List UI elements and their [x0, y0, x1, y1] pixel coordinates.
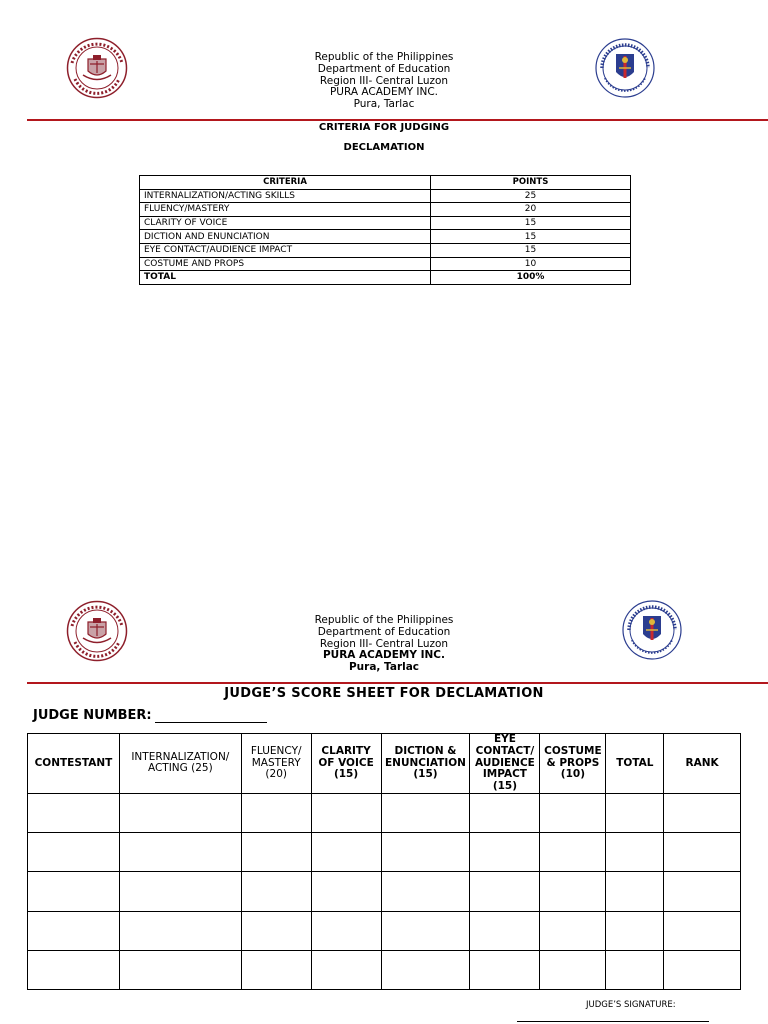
- header-line: EYE: [493, 733, 516, 745]
- score-cell[interactable]: [664, 950, 741, 989]
- score-cell[interactable]: [311, 793, 381, 832]
- score-row: [28, 833, 741, 872]
- score-cell[interactable]: [28, 950, 120, 989]
- costume-column-header: [540, 734, 606, 794]
- header-line: (15): [492, 780, 518, 793]
- fluency-column-header: [241, 734, 311, 794]
- score-cell[interactable]: [241, 793, 311, 832]
- score-table: [27, 733, 741, 990]
- judge-number-label: JUDGE NUMBER:: [33, 708, 152, 723]
- score-cell[interactable]: [606, 911, 664, 950]
- criterion-points: 15: [431, 243, 631, 257]
- score-row: [28, 872, 741, 911]
- score-cell[interactable]: [311, 833, 381, 872]
- header-line: & PROPS: [546, 756, 600, 769]
- criteria-total-row: [140, 271, 631, 285]
- header-line: IMPACT: [482, 768, 527, 781]
- score-sheet-title: JUDGE’S SCORE SHEET FOR DECLAMATION: [224, 686, 544, 701]
- header-line: MASTERY: [251, 756, 301, 769]
- score-cell[interactable]: [606, 833, 664, 872]
- clarity-column-header: [311, 734, 381, 794]
- deped-seal-icon: [622, 600, 682, 660]
- points-column-header: POINTS: [431, 176, 631, 190]
- score-cell[interactable]: [606, 793, 664, 832]
- header-line: (20): [265, 768, 287, 781]
- header-location: Pura, Tarlac: [348, 661, 420, 674]
- judge-number-field[interactable]: [33, 708, 267, 723]
- header-department: Department of Education: [317, 625, 451, 638]
- score-cell[interactable]: [381, 793, 470, 832]
- header-line: CONTACT/: [475, 744, 535, 757]
- score-row: [28, 793, 741, 832]
- score-cell[interactable]: [119, 950, 241, 989]
- header-divider: [27, 119, 768, 121]
- header-line: FLUENCY/: [250, 744, 302, 757]
- criteria-table-header: [140, 176, 631, 190]
- score-cell[interactable]: [470, 833, 540, 872]
- header-line: TOTAL: [616, 756, 654, 769]
- score-cell[interactable]: [470, 911, 540, 950]
- score-cell[interactable]: [119, 833, 241, 872]
- header-line: INTERNALIZATION/: [131, 750, 230, 763]
- criterion-points: 10: [431, 257, 631, 271]
- criteria-subtitle: DECLAMATION: [343, 142, 425, 153]
- criteria-row: [140, 230, 631, 244]
- score-cell[interactable]: [540, 833, 606, 872]
- judge-signature-label: JUDGE’S SIGNATURE:: [586, 1000, 676, 1010]
- criterion-name: CLARITY OF VOICE: [140, 216, 431, 230]
- score-cell[interactable]: [606, 950, 664, 989]
- score-cell[interactable]: [664, 872, 741, 911]
- header-line: CLARITY: [321, 744, 371, 757]
- contestant-column-header: [28, 734, 120, 794]
- score-cell[interactable]: [470, 793, 540, 832]
- total-column-header: [606, 734, 664, 794]
- header-republic: Republic of the Philippines: [314, 614, 454, 626]
- criteria-row: [140, 243, 631, 257]
- school-header: [254, 52, 514, 111]
- criteria-row: [140, 189, 631, 203]
- header-school-name: PURA ACADEMY INC.: [322, 649, 446, 662]
- criteria-title: CRITERIA FOR JUDGING: [318, 122, 450, 133]
- score-cell[interactable]: [241, 911, 311, 950]
- score-cell[interactable]: [381, 950, 470, 989]
- header-region: Region III- Central Luzon: [319, 74, 449, 87]
- score-row: [28, 950, 741, 989]
- score-cell[interactable]: [241, 872, 311, 911]
- score-cell[interactable]: [28, 911, 120, 950]
- score-cell[interactable]: [28, 872, 120, 911]
- score-row: [28, 911, 741, 950]
- score-cell[interactable]: [540, 872, 606, 911]
- header-department: Department of Education: [317, 62, 451, 75]
- score-cell[interactable]: [119, 872, 241, 911]
- criterion-points: 15: [431, 230, 631, 244]
- internalization-column-header: [119, 734, 241, 794]
- criterion-points: 25: [431, 189, 631, 203]
- score-cell[interactable]: [241, 950, 311, 989]
- criteria-row: [140, 216, 631, 230]
- total-value: 100%: [431, 271, 631, 285]
- score-cell[interactable]: [311, 950, 381, 989]
- score-table-body: [28, 793, 741, 989]
- header-line: (15): [413, 768, 438, 781]
- criterion-name: FLUENCY/MASTERY: [140, 203, 431, 217]
- score-cell[interactable]: [119, 793, 241, 832]
- judge-signature-line[interactable]: [517, 1021, 709, 1022]
- header-line: AUDIENCE: [475, 756, 535, 769]
- school-header: [254, 615, 514, 674]
- diction-column-header: [381, 734, 470, 794]
- header-line: (10): [560, 768, 586, 781]
- score-cell[interactable]: [311, 911, 381, 950]
- score-cell[interactable]: [664, 833, 741, 872]
- header-line: OF VOICE: [318, 756, 374, 769]
- header-location: Pura, Tarlac: [353, 98, 415, 111]
- pura-academy-seal-icon: [66, 600, 128, 662]
- score-cell[interactable]: [381, 833, 470, 872]
- header-line: ACTING (25): [147, 762, 213, 775]
- header-school-name: PURA ACADEMY INC.: [329, 86, 439, 99]
- score-cell[interactable]: [606, 872, 664, 911]
- criteria-row: [140, 257, 631, 271]
- header-line: CONTESTANT: [34, 756, 113, 769]
- score-cell[interactable]: [664, 911, 741, 950]
- score-cell[interactable]: [381, 911, 470, 950]
- header-line: (15): [333, 768, 359, 781]
- header-divider: [27, 682, 768, 684]
- criterion-name: COSTUME AND PROPS: [140, 257, 431, 271]
- judge-number-blank[interactable]: [155, 709, 267, 723]
- header-line: RANK: [685, 756, 719, 769]
- criterion-points: 20: [431, 203, 631, 217]
- score-cell[interactable]: [470, 872, 540, 911]
- score-cell[interactable]: [28, 833, 120, 872]
- criterion-name: DICTION AND ENUNCIATION: [140, 230, 431, 244]
- score-cell[interactable]: [540, 911, 606, 950]
- header-line: ENUNCIATION: [384, 756, 466, 769]
- score-cell[interactable]: [381, 872, 470, 911]
- score-table-header: [28, 734, 741, 794]
- header-line: DICTION &: [394, 744, 457, 757]
- score-cell[interactable]: [540, 793, 606, 832]
- score-cell[interactable]: [664, 793, 741, 832]
- score-cell[interactable]: [470, 950, 540, 989]
- criterion-name: INTERNALIZATION/ACTING SKILLS: [140, 189, 431, 203]
- criterion-points: 15: [431, 216, 631, 230]
- total-label: TOTAL: [140, 271, 431, 285]
- deped-seal-icon: [595, 38, 655, 98]
- header-region: Region III- Central Luzon: [319, 637, 449, 650]
- score-cell[interactable]: [28, 793, 120, 832]
- score-cell[interactable]: [241, 833, 311, 872]
- criteria-row: [140, 203, 631, 217]
- header-republic: Republic of the Philippines: [314, 51, 454, 63]
- criteria-table: [139, 175, 631, 285]
- pura-academy-seal-icon: [66, 37, 128, 99]
- eye-contact-column-header: [470, 734, 540, 794]
- score-cell[interactable]: [119, 911, 241, 950]
- score-cell[interactable]: [540, 950, 606, 989]
- header-line: COSTUME: [544, 744, 602, 757]
- score-cell[interactable]: [311, 872, 381, 911]
- criteria-column-header: CRITERIA: [140, 176, 431, 190]
- criterion-name: EYE CONTACT/AUDIENCE IMPACT: [140, 243, 431, 257]
- rank-column-header: [664, 734, 741, 794]
